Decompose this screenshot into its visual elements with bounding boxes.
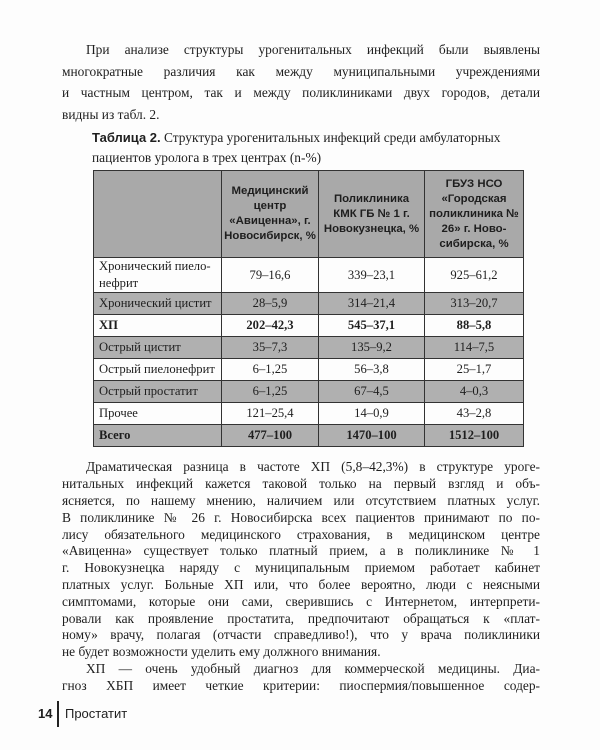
cell-value: 43–2,8: [425, 403, 524, 425]
cell-value: 313–20,7: [425, 293, 524, 315]
table-row: [94, 381, 524, 403]
cell-value: 6–1,25: [222, 381, 319, 403]
row-label: Всего: [94, 425, 222, 447]
table-row: [94, 258, 524, 293]
cell-value: 28–5,9: [222, 293, 319, 315]
cell-value: 14–0,9: [319, 403, 425, 425]
table-row: [94, 337, 524, 359]
table-row: [94, 315, 524, 337]
table-row: [94, 359, 524, 381]
cell-value: 1470–100: [319, 425, 425, 447]
text-line: многократные различия как между муниципальными учреждениями: [62, 63, 540, 79]
cell-value: 339–23,1: [319, 258, 425, 293]
table-row: [94, 425, 524, 447]
text-line: ному» врачу, полагая (отчасти справедливо!), что у врача поликлиники: [62, 627, 540, 643]
row-label: Прочее: [94, 403, 222, 425]
cell-value: 202–42,3: [222, 315, 319, 337]
table-header-row: [94, 171, 524, 258]
cell-value: 925–61,2: [425, 258, 524, 293]
cell-value: 4–0,3: [425, 381, 524, 403]
text-line: ясняется, по нашему мнению, наличием или отсутствием платных услуг.: [62, 492, 540, 508]
text-line: не будет возможности уделить ему должного внимания.: [62, 644, 381, 660]
column-header: Медицинский центр «Авиценна», г. Новосибирск, %: [222, 171, 319, 258]
footer-divider: [57, 701, 59, 727]
cell-value: 88–5,8: [425, 315, 524, 337]
caption-label: Таблица 2.: [92, 130, 161, 146]
text-line: видны из табл. 2.: [62, 106, 160, 122]
text-line: «Авиценна» существует только платный прием, а в поликлинике № 1: [62, 543, 540, 559]
text-line: симптомами, которые они сами, сверившись с Интернетом, интерпрети-: [62, 593, 540, 609]
table-row: [94, 403, 524, 425]
cell-value: 135–9,2: [319, 337, 425, 359]
text-line: В поликлинике № 26 г. Новосибирска всех пациентов принимают по по-: [62, 509, 540, 525]
cell-value: 1512–100: [425, 425, 524, 447]
text-line: нитальных инфекций кажется таковой только на первый взгляд и объ-: [62, 476, 540, 492]
caption-text: Структура урогенитальных инфекций среди амбулаторных: [164, 130, 501, 146]
paragraph-intro: [62, 39, 540, 125]
page-content: [38, 39, 540, 727]
row-label: Острый цистит: [94, 337, 222, 359]
cell-value: 477–100: [222, 425, 319, 447]
running-title: Простатит: [64, 706, 128, 722]
row-label: Хронический пиело-нефрит: [94, 258, 222, 293]
text-line: Драматическая разница в частоте ХП (5,8–42,3%) в структуре уроге-: [86, 459, 540, 475]
table-caption: [92, 128, 524, 168]
column-header: [94, 171, 222, 258]
caption-text-2: пациентов уролога в трех центрах (n-%): [92, 150, 322, 166]
text-line: гноз ХБП имеет четкие критерии: пиоспермия/повышенное содер-: [62, 677, 540, 693]
paragraph-commercial: [62, 661, 540, 695]
row-label: ХП: [94, 315, 222, 337]
text-line: г. Новокузнецка наряду с муниципальным приемом работает кабинет: [62, 560, 540, 576]
row-label: Острый пиелонефрит: [94, 359, 222, 381]
column-header: ГБУЗ НСО «Городская поликлиника № 26» г. Ново-сибирска, %: [425, 171, 524, 258]
text-line: лису обязательного медицинского страхования, в медицинском центре: [62, 526, 540, 542]
cell-value: 114–7,5: [425, 337, 524, 359]
text-line: ХП — очень удобный диагноз для коммерческой медицины. Диа-: [86, 660, 540, 676]
table-row: [94, 293, 524, 315]
cell-value: 67–4,5: [319, 381, 425, 403]
paragraph-discussion: [62, 459, 540, 661]
cell-value: 79–16,6: [222, 258, 319, 293]
column-header: Поликлиника КМК ГБ № 1 г. Новокузнецка, %: [319, 171, 425, 258]
cell-value: 35–7,3: [222, 337, 319, 359]
text-line: При анализе структуры урогенитальных инфекций были выявлены: [86, 42, 540, 57]
data-table: [93, 170, 524, 447]
cell-value: 56–3,8: [319, 359, 425, 381]
cell-value: 314–21,4: [319, 293, 425, 315]
page-number: 14: [38, 706, 53, 722]
text-line: и частным центром, так и между поликлиниками двух городов, детали: [62, 85, 540, 101]
row-label: Хронический цистит: [94, 293, 222, 315]
cell-value: 6–1,25: [222, 359, 319, 381]
page-footer: [38, 701, 540, 727]
cell-value: 25–1,7: [425, 359, 524, 381]
row-label: Острый простатит: [94, 381, 222, 403]
cell-value: 545–37,1: [319, 315, 425, 337]
cell-value: 121–25,4: [222, 403, 319, 425]
text-line: платных услуг. Больные ХП или, что более вероятно, люди с неясными: [62, 576, 540, 592]
text-line: ровали как проявление простатита, предпочитают обращаться к «плат-: [62, 610, 540, 626]
